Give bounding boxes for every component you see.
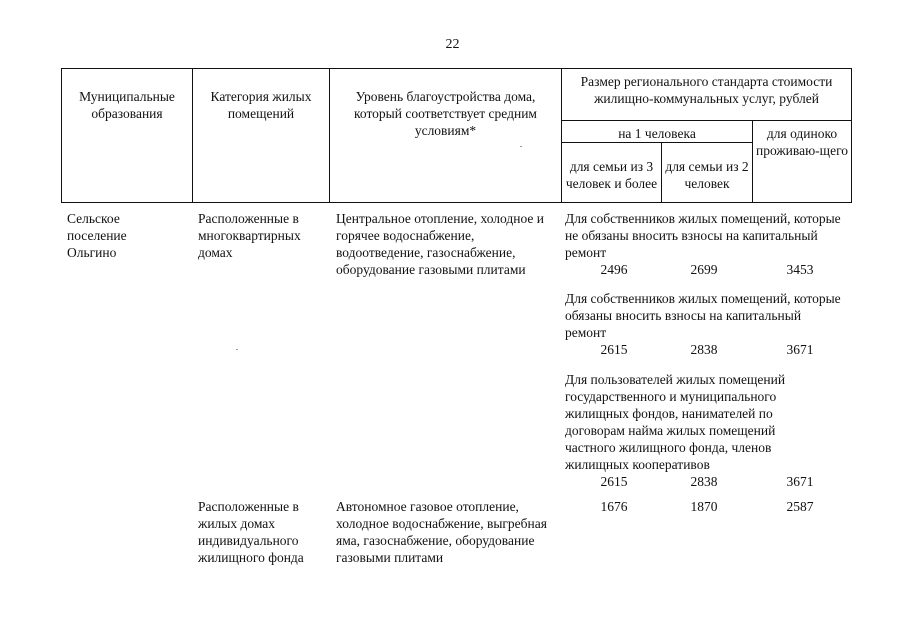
row2-single: 2587 (786, 499, 814, 514)
header-single: для одиноко проживаю-щего (753, 121, 852, 203)
header-family2: для семьи из 2 человек (662, 143, 753, 203)
row1-category: Расположенные в многоквартирных домах (198, 211, 301, 260)
row2-category: Расположенные в жилых домах индивидуального жилищного фонда (198, 499, 304, 565)
header-category: Категория жилых помещений (193, 69, 330, 203)
page-number: 22 (445, 37, 460, 52)
header-size-title: Размер регионального стандарта стоимости жилищно-коммунальных услуг, рублей (562, 69, 852, 121)
row1-group1-single: 3453 (786, 262, 814, 277)
row2-level: Автономное газовое отопление, холодное водоснабжение, выгребная яма, газоснабжение, оборудование газовыми плитами (336, 499, 547, 565)
row1-group2-single: 3671 (786, 342, 814, 357)
header-family3: для семьи из 3 человек и более (562, 143, 662, 203)
row1-level: Центральное отопление, холодное и горячее водоснабжение, водоотведение, газоснабжение, оборудование газовыми плитами (336, 211, 544, 277)
row1-group1-family3: 2496 (600, 262, 628, 277)
row1-group2-family2: 2838 (690, 342, 718, 357)
header-per-person: на 1 человека (562, 121, 753, 143)
row1-group3-family2: 2838 (690, 474, 718, 489)
row1-group2-family3: 2615 (600, 342, 628, 357)
row1-group2-label: Для собственников жилых помещений, которые обязаны вносить взносы на капитальный ремонт (565, 291, 841, 340)
header-municipality: Муниципальные образования (62, 69, 193, 203)
row2-family3: 1676 (600, 499, 628, 514)
row1-group3-family3: 2615 (600, 474, 628, 489)
header-level: Уровень благоустройства дома, который соответствует средним условиям* (330, 69, 562, 203)
municipality-name: Сельское поселение Ольгино (67, 211, 127, 260)
row1-group1-family2: 2699 (690, 262, 718, 277)
scan-speck (236, 349, 238, 350)
row2-family2: 1870 (690, 499, 718, 514)
scan-speck (520, 146, 522, 147)
row1-group3-label: Для пользователей жилых помещений государственного и муниципального жилищных фондов, нанимателей по договорам найма жилых помещений частного жилищного фонда, членов жилищных кооперативов (565, 372, 786, 472)
row1-group1-label: Для собственников жилых помещений, которые не обязаны вносить взносы на капитальный ремонт (565, 211, 841, 260)
row1-group3-single: 3671 (786, 474, 814, 489)
